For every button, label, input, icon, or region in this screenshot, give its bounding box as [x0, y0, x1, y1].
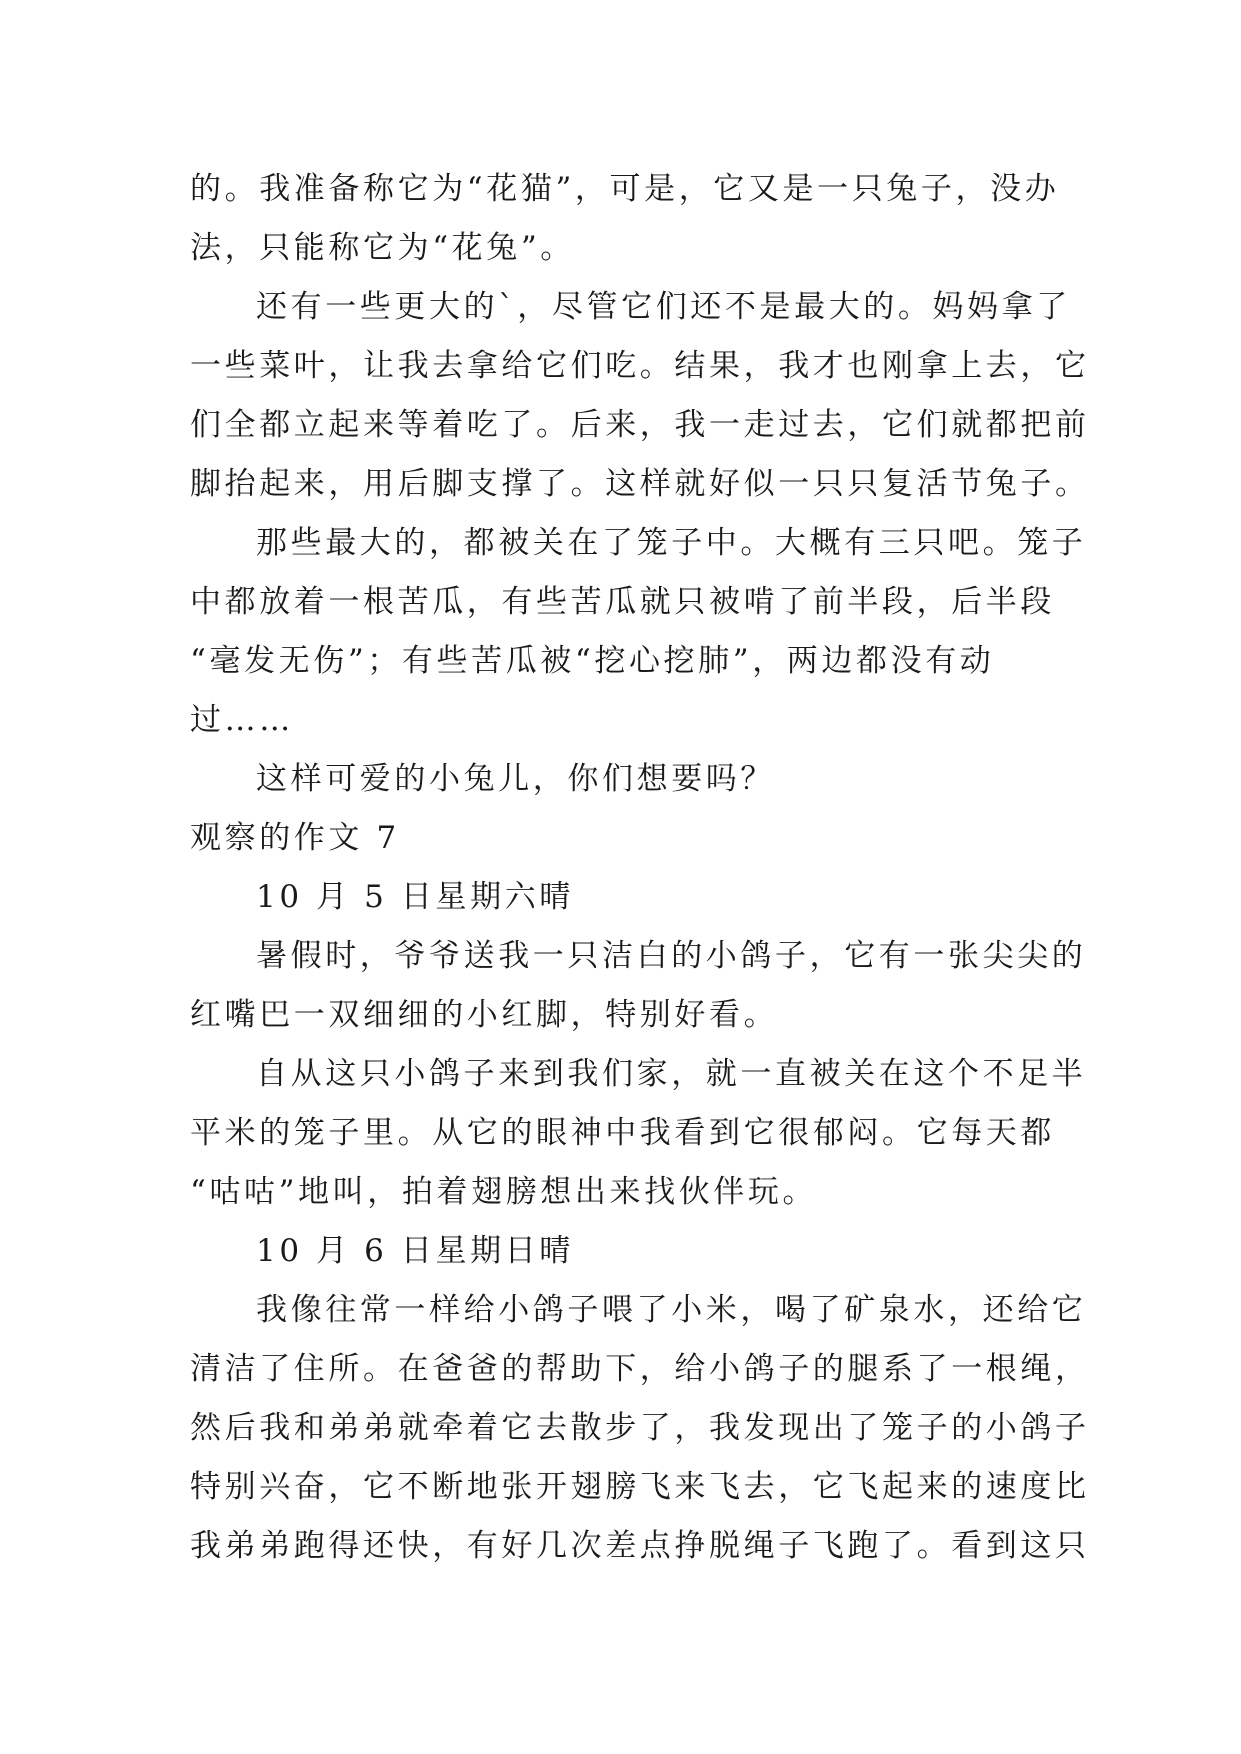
text-line: 观察的作文 7	[190, 820, 400, 856]
text-line: 特别兴奋，它不断地张开翅膀飞来飞去，它飞起来的速度比	[190, 1469, 1090, 1505]
text-line: 一些菜叶，让我去拿给它们吃。结果，我才也刚拿上去，它	[190, 348, 1090, 384]
text-line: 我弟弟跑得还快，有好几次差点挣脱绳子飞跑了。看到这只	[190, 1528, 1090, 1564]
text-line: 清洁了住所。在爸爸的帮助下，给小鸽子的腿系了一根绳，	[190, 1351, 1090, 1387]
text-line: 过……	[190, 702, 294, 738]
text-line: 然后我和弟弟就牵着它去散步了，我发现出了笼子的小鸽子	[190, 1410, 1090, 1446]
text-line: 我像往常一样给小鸽子喂了小米，喝了矿泉水，还给它	[256, 1292, 1087, 1328]
text-line: 平米的笼子里。从它的眼神中我看到它很郁闷。它每天都	[190, 1115, 1055, 1151]
text-line: 自从这只小鸽子来到我们家，就一直被关在这个不足半	[256, 1056, 1087, 1092]
text-line: 中都放着一根苦瓜，有些苦瓜就只被啃了前半段，后半段	[190, 584, 1055, 620]
text-line: 的。我准备称它为“花猫”，可是，它又是一只兔子，没办	[190, 171, 1060, 207]
document-body	[190, 160, 1090, 1576]
text-line: 还有一些更大的`，尽管它们还不是最大的。妈妈拿了	[256, 289, 1071, 325]
text-line: “咕咕”地叫，拍着翅膀想出来找伙伴玩。	[190, 1174, 818, 1210]
text-line: 10 月 5 日星期六晴	[256, 879, 574, 915]
text-line: 这样可爱的小兔儿，你们想要吗？	[256, 761, 775, 797]
text-line: 那些最大的，都被关在了笼子中。大概有三只吧。笼子	[256, 525, 1087, 561]
text-line: 法，只能称它为“花兔”。	[190, 230, 575, 266]
text-line: 脚抬起来，用后脚支撑了。这样就好似一只只复活节兔子。	[190, 466, 1090, 502]
text-line: “毫发无伤”；有些苦瓜被“挖心挖肺”，两边都没有动	[190, 643, 995, 679]
text-line: 10 月 6 日星期日晴	[256, 1233, 574, 1269]
text-line: 们全都立起来等着吃了。后来，我一走过去，它们就都把前	[190, 407, 1090, 443]
text-line: 红嘴巴一双细细的小红脚，特别好看。	[190, 997, 779, 1033]
text-line: 暑假时，爷爷送我一只洁白的小鸽子，它有一张尖尖的	[256, 938, 1087, 974]
